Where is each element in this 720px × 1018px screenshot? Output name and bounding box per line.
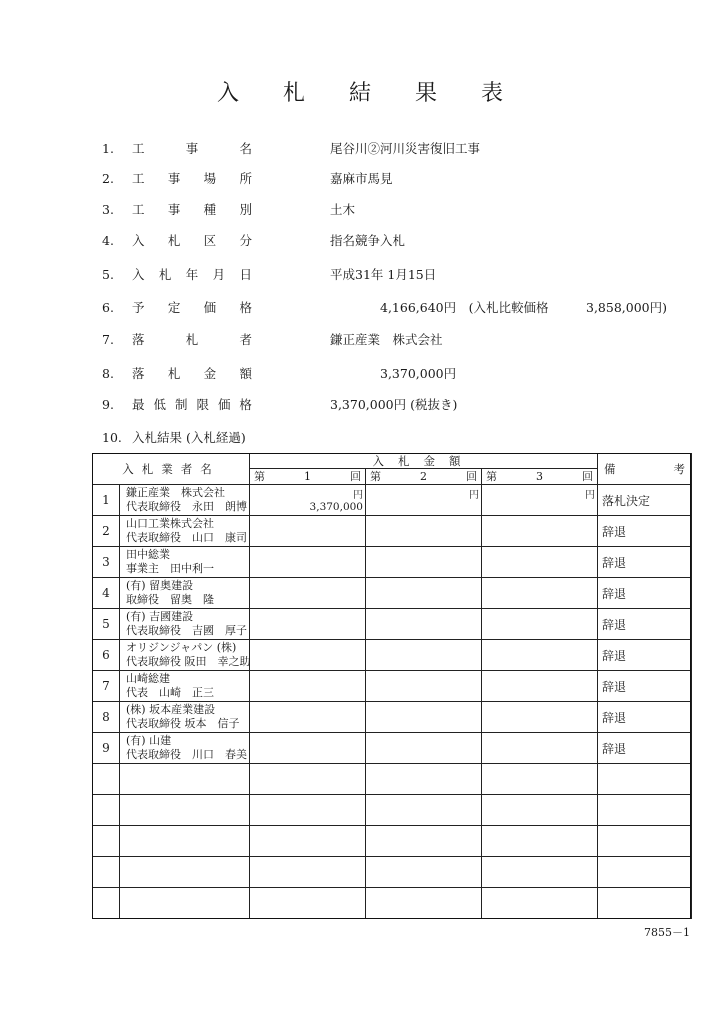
remarks-cell: 辞退 bbox=[598, 702, 692, 733]
bid-amount-round-1 bbox=[250, 547, 366, 578]
bid-amount-round-1 bbox=[250, 857, 366, 888]
table-row bbox=[93, 609, 692, 640]
row-number: 9 bbox=[93, 733, 120, 764]
bid-amount-round-1 bbox=[250, 826, 366, 857]
bid-amount-round-2 bbox=[366, 764, 482, 795]
info-row bbox=[102, 264, 702, 286]
page-code: 7855－1 bbox=[644, 926, 690, 939]
info-value: 指名競争入札 bbox=[330, 233, 406, 248]
info-row bbox=[102, 363, 702, 385]
info-row bbox=[102, 168, 702, 190]
row-number bbox=[93, 888, 120, 919]
table-row bbox=[93, 795, 692, 826]
bidder-cell bbox=[120, 547, 250, 578]
table-row bbox=[93, 516, 692, 547]
bid-results-table bbox=[92, 453, 692, 919]
header-bid-amount: 入札金額 bbox=[250, 454, 598, 469]
bid-amount-round-3 bbox=[482, 578, 598, 609]
bidder-cell bbox=[120, 485, 250, 516]
info-row bbox=[102, 199, 702, 221]
bid-amount-round-2 bbox=[366, 826, 482, 857]
info-value: 平成31年 1月15日 bbox=[330, 267, 437, 282]
info-label: 予 定 価 格 bbox=[132, 300, 252, 315]
info-number: 6. bbox=[102, 300, 114, 315]
table-row bbox=[93, 485, 692, 516]
info-label: 工 事 名 bbox=[132, 141, 252, 156]
remarks-cell: 辞退 bbox=[598, 733, 692, 764]
info-value: 土木 bbox=[330, 202, 356, 217]
table-row bbox=[93, 826, 692, 857]
bid-amount-round-1 bbox=[250, 485, 366, 516]
info-row bbox=[102, 394, 702, 416]
row-number: 6 bbox=[93, 640, 120, 671]
info-label: 最 低 制 限 価 格 bbox=[132, 397, 252, 412]
bid-amount-round-2 bbox=[366, 733, 482, 764]
bidder-representative: 代表取締役 坂本 信子 bbox=[126, 717, 240, 730]
bid-amount-round-1 bbox=[250, 578, 366, 609]
table-row bbox=[93, 640, 692, 671]
bidder-representative: 事業主 田中利一 bbox=[126, 562, 214, 575]
info-value: 4,166,640円 (入札比較価格 3,858,000円) bbox=[330, 300, 667, 315]
info-label: 工 事 場 所 bbox=[132, 171, 252, 186]
bid-amount-round-2 bbox=[366, 795, 482, 826]
bidder-representative: 代表 山崎 正三 bbox=[126, 686, 214, 699]
bidder-cell bbox=[120, 733, 250, 764]
bidder-cell bbox=[120, 888, 250, 919]
bid-amount-round-3 bbox=[482, 733, 598, 764]
row-number: 3 bbox=[93, 547, 120, 578]
bid-price: 3,370,000 bbox=[309, 501, 363, 513]
table-row bbox=[93, 764, 692, 795]
header-round-1: 第 1 回 bbox=[250, 469, 366, 485]
table-row bbox=[93, 857, 692, 888]
bidder-cell bbox=[120, 826, 250, 857]
table-row bbox=[93, 733, 692, 764]
row-number: 7 bbox=[93, 671, 120, 702]
bidder-representative: 代表取締役 阪田 幸之助 bbox=[126, 655, 251, 668]
bid-amount-round-1 bbox=[250, 795, 366, 826]
bid-amount-round-3 bbox=[482, 609, 598, 640]
bid-amount-round-2 bbox=[366, 485, 482, 516]
info-number: 4. bbox=[102, 233, 114, 248]
header-remarks: 備 考 bbox=[598, 454, 692, 485]
info-number: 8. bbox=[102, 366, 114, 381]
bidder-company: 鎌正産業 株式会社 bbox=[126, 486, 225, 499]
bid-amount-round-3 bbox=[482, 485, 598, 516]
info-number: 9. bbox=[102, 397, 114, 412]
bidder-company: (有) 山建 bbox=[126, 734, 172, 747]
bid-amount-round-2 bbox=[366, 702, 482, 733]
header-round-2: 第 2 回 bbox=[366, 469, 482, 485]
bid-amount-round-3 bbox=[482, 764, 598, 795]
bid-amount-round-2 bbox=[366, 671, 482, 702]
bidder-company: 田中総業 bbox=[126, 548, 170, 561]
info-row bbox=[102, 427, 702, 449]
bidder-company: オリジンジャパン (株) bbox=[126, 641, 237, 654]
row-number: 4 bbox=[93, 578, 120, 609]
bidder-company: 山口工業株式会社 bbox=[126, 517, 214, 530]
bid-amount-round-3 bbox=[482, 795, 598, 826]
remarks-cell bbox=[598, 764, 692, 795]
info-value: 尾谷川②河川災害復旧工事 bbox=[330, 141, 481, 156]
bid-amount-round-2 bbox=[366, 547, 482, 578]
info-number: 10. bbox=[102, 430, 122, 445]
info-number: 2. bbox=[102, 171, 114, 186]
remarks-cell bbox=[598, 795, 692, 826]
bidder-cell bbox=[120, 795, 250, 826]
remarks-cell bbox=[598, 857, 692, 888]
row-number bbox=[93, 857, 120, 888]
info-number: 1. bbox=[102, 141, 114, 156]
bidder-representative: 代表取締役 永田 朗博 bbox=[126, 500, 247, 513]
bid-amount-round-1 bbox=[250, 888, 366, 919]
remarks-cell: 辞退 bbox=[598, 578, 692, 609]
bid-amount-round-3 bbox=[482, 826, 598, 857]
table-row bbox=[93, 547, 692, 578]
bidder-representative: 代表取締役 川口 春美 bbox=[126, 748, 247, 761]
info-value: 嘉麻市馬見 bbox=[330, 171, 393, 186]
info-label: 落 札 者 bbox=[132, 332, 252, 347]
bidder-representative: 取締役 留奥 隆 bbox=[126, 593, 214, 606]
info-value: 3,370,000円 (税抜き) bbox=[330, 397, 458, 412]
table-row bbox=[93, 578, 692, 609]
table-row bbox=[93, 671, 692, 702]
remarks-cell: 辞退 bbox=[598, 609, 692, 640]
header-bidder-name: 入札業者名 bbox=[93, 454, 250, 485]
bidder-cell bbox=[120, 857, 250, 888]
info-value: 鎌正産業 株式会社 bbox=[330, 332, 443, 347]
bidder-cell bbox=[120, 671, 250, 702]
bid-amount-round-3 bbox=[482, 702, 598, 733]
info-label: 入 札 年 月 日 bbox=[132, 267, 252, 282]
bidder-cell bbox=[120, 609, 250, 640]
info-number: 7. bbox=[102, 332, 114, 347]
bidder-company: (有) 留奥建設 bbox=[126, 579, 194, 592]
table-row bbox=[93, 702, 692, 733]
yen-unit: 円 bbox=[353, 490, 363, 501]
bid-amount-round-3 bbox=[482, 516, 598, 547]
row-number bbox=[93, 795, 120, 826]
info-row bbox=[102, 138, 702, 160]
row-number: 8 bbox=[93, 702, 120, 733]
yen-unit: 円 bbox=[469, 490, 479, 501]
info-row bbox=[102, 297, 702, 319]
bid-amount-round-1 bbox=[250, 609, 366, 640]
bid-amount-round-1 bbox=[250, 671, 366, 702]
remarks-cell: 辞退 bbox=[598, 671, 692, 702]
bid-amount-round-1 bbox=[250, 640, 366, 671]
bidder-cell bbox=[120, 640, 250, 671]
bid-amount-round-1 bbox=[250, 733, 366, 764]
info-label: 工 事 種 別 bbox=[132, 202, 252, 217]
bid-amount-round-1 bbox=[250, 764, 366, 795]
bidder-cell bbox=[120, 516, 250, 547]
info-label: 落 札 金 額 bbox=[132, 366, 252, 381]
info-number: 3. bbox=[102, 202, 114, 217]
bidder-representative: 代表取締役 山口 康司 bbox=[126, 531, 247, 544]
bid-amount-round-1 bbox=[250, 516, 366, 547]
bid-amount-round-2 bbox=[366, 640, 482, 671]
bid-amount-round-2 bbox=[366, 888, 482, 919]
info-label: 入 札 区 分 bbox=[132, 233, 252, 248]
remarks-cell bbox=[598, 888, 692, 919]
info-number: 5. bbox=[102, 267, 114, 282]
info-row bbox=[102, 230, 702, 252]
row-number: 1 bbox=[93, 485, 120, 516]
bid-amount-round-2 bbox=[366, 609, 482, 640]
remarks-cell: 辞退 bbox=[598, 516, 692, 547]
yen-unit: 円 bbox=[585, 490, 596, 501]
remarks-cell bbox=[598, 826, 692, 857]
bid-amount-round-3 bbox=[482, 671, 598, 702]
bid-amount-round-3 bbox=[482, 888, 598, 919]
page-title: 入札結果表 bbox=[216, 81, 547, 106]
remarks-cell: 落札決定 bbox=[598, 485, 692, 516]
bid-amount-round-2 bbox=[366, 857, 482, 888]
info-value: 3,370,000円 bbox=[330, 366, 457, 381]
bidder-company: (株) 坂本産業建設 bbox=[126, 703, 216, 716]
bidder-cell bbox=[120, 578, 250, 609]
bidder-cell bbox=[120, 764, 250, 795]
remarks-cell: 辞退 bbox=[598, 547, 692, 578]
row-number bbox=[93, 826, 120, 857]
bidder-cell bbox=[120, 702, 250, 733]
bid-amount-round-2 bbox=[366, 516, 482, 547]
table-row bbox=[93, 888, 692, 919]
bidder-company: (有) 吉國建設 bbox=[126, 610, 194, 623]
row-number: 5 bbox=[93, 609, 120, 640]
info-row bbox=[102, 329, 702, 351]
info-label: 入札結果 (入札経過) bbox=[132, 430, 246, 445]
bid-amount-round-2 bbox=[366, 578, 482, 609]
bidder-company: 山崎総建 bbox=[126, 672, 170, 685]
remarks-cell: 辞退 bbox=[598, 640, 692, 671]
bid-amount-round-3 bbox=[482, 547, 598, 578]
bid-amount-round-3 bbox=[482, 857, 598, 888]
row-number bbox=[93, 764, 120, 795]
bidder-representative: 代表取締役 吉國 厚子 bbox=[126, 624, 247, 637]
header-round-3: 第 3 回 bbox=[482, 469, 598, 485]
row-number: 2 bbox=[93, 516, 120, 547]
bid-amount-round-1 bbox=[250, 702, 366, 733]
bid-amount-round-3 bbox=[482, 640, 598, 671]
